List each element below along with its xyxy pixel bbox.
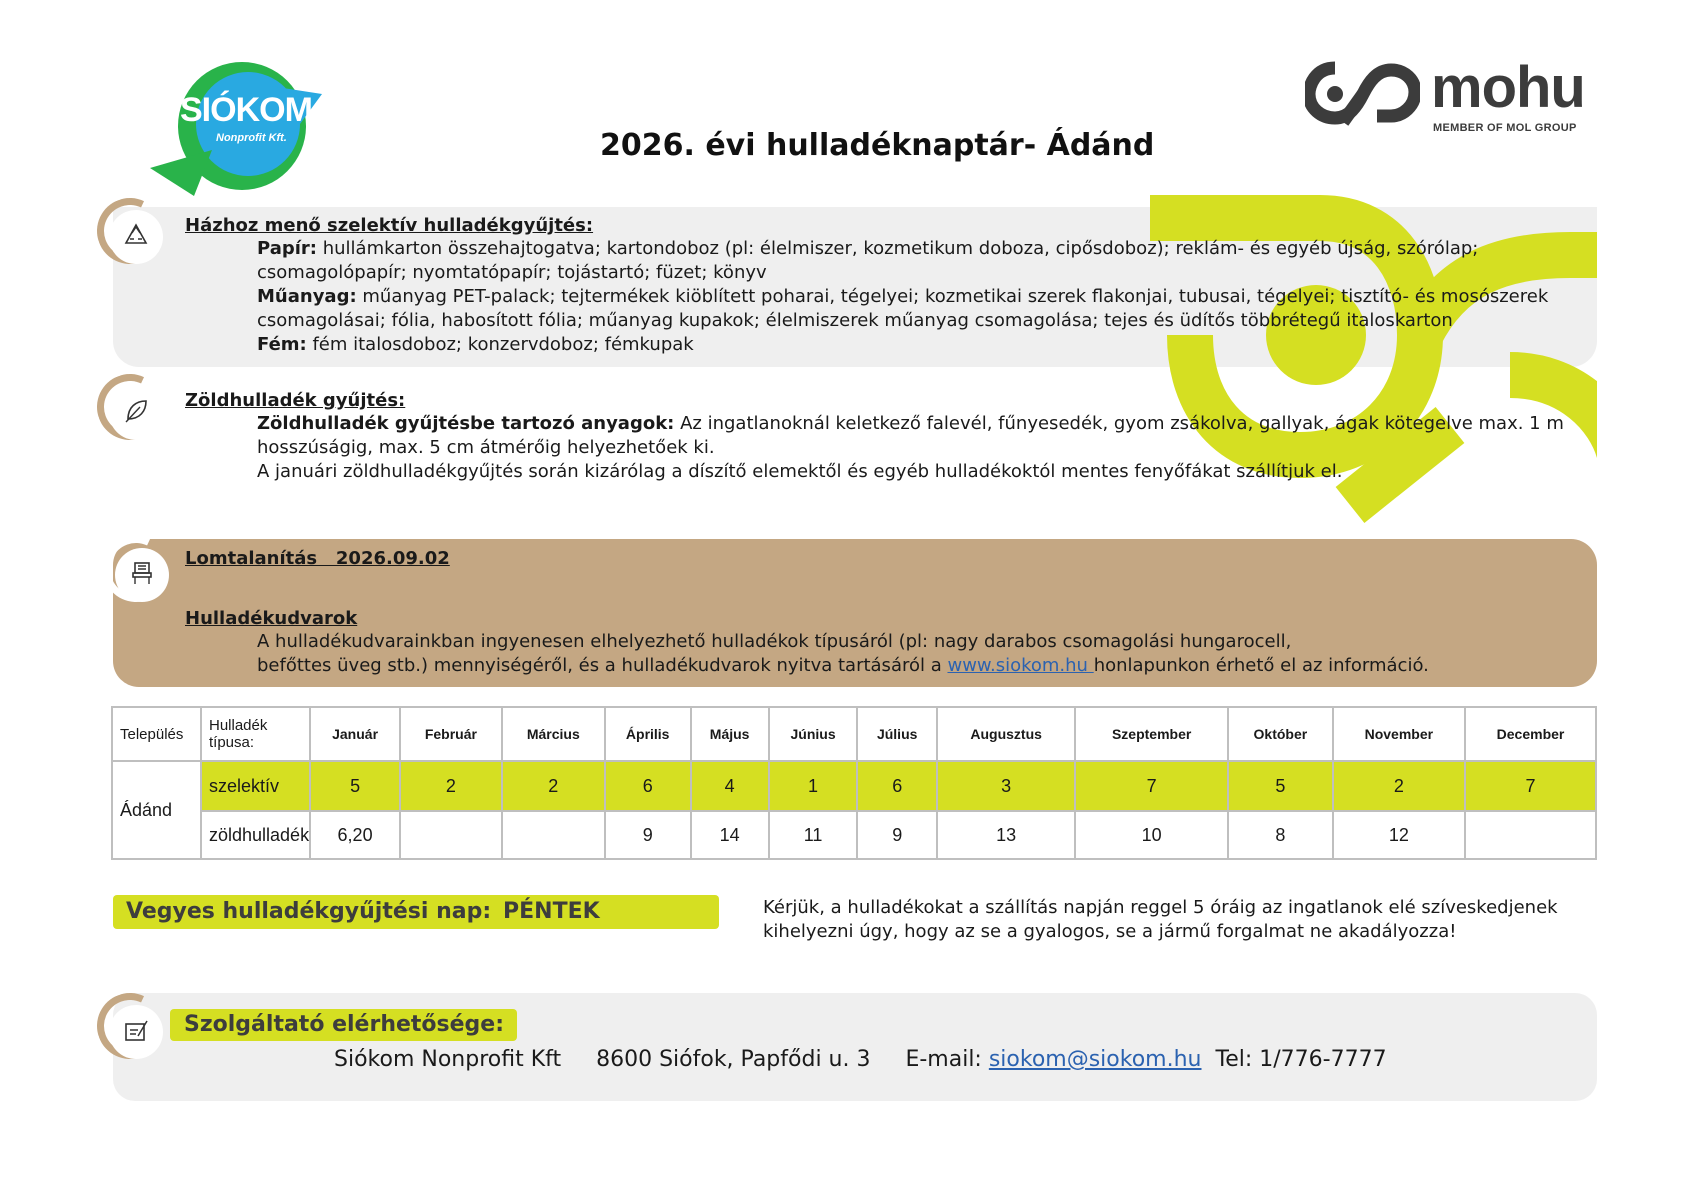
green-heading: Zöldhulladék gyűjtés: bbox=[185, 390, 406, 411]
page-title: 2026. évi hulladéknaptár- Ádánd bbox=[600, 128, 1155, 163]
day-cell: 8 bbox=[1228, 811, 1333, 859]
plastic-text: műanyag PET-palack; tejtermékek kiöblített poharai, tégelyei; kozmetikai szerek flakonjai, tubusai, tégelyei; tisztító- és mosószerek bbox=[356, 286, 1549, 307]
bulky-icon-badge bbox=[103, 536, 173, 606]
col-month: Február bbox=[400, 707, 502, 761]
settlement-cell: Ádánd bbox=[112, 761, 201, 859]
yards-text-2b: honlapunkon érhető el az információ. bbox=[1093, 655, 1429, 676]
col-month: Július bbox=[857, 707, 937, 761]
col-month: Június bbox=[769, 707, 858, 761]
table-row-selective bbox=[112, 761, 1596, 811]
yards-text: A hulladékudvarainkban ingyenesen elhelyezhető hulladékok típusáról (pl: nagy darabos csomagolási hungarocell, bbox=[257, 631, 1292, 652]
contract-icon bbox=[122, 1016, 150, 1048]
siokom-logo bbox=[150, 58, 325, 198]
day-cell: 2 bbox=[1333, 761, 1465, 811]
mixed-collection-bar bbox=[113, 895, 719, 929]
metal-text: fém italosdoboz; konzervdoboz; fémkupak bbox=[306, 334, 694, 355]
col-type: Hulladék típusa: bbox=[201, 707, 310, 761]
recycle-icon bbox=[122, 221, 150, 253]
day-cell: 6 bbox=[605, 761, 691, 811]
day-cell: 2 bbox=[502, 761, 605, 811]
selective-icon-badge bbox=[97, 198, 167, 268]
col-month: Március bbox=[502, 707, 605, 761]
green-materials-text: Az ingatlanoknál keletkező falevél, fűnyesedék, gyom zsákolva, gallyak, ágak kötegelve max. 1 m bbox=[674, 413, 1564, 434]
email-label: E-mail: bbox=[905, 1047, 989, 1072]
paper-label: Papír: bbox=[257, 238, 317, 259]
day-cell: 14 bbox=[691, 811, 769, 859]
col-month: December bbox=[1465, 707, 1596, 761]
col-month: Szeptember bbox=[1075, 707, 1228, 761]
mixed-day: PÉNTEK bbox=[503, 899, 600, 924]
mixed-label: Vegyes hulladékgyűjtési nap: bbox=[126, 899, 492, 924]
type-cell: szelektív bbox=[201, 761, 310, 811]
metal-label: Fém: bbox=[257, 334, 307, 355]
paper-text: hullámkarton összehajtogatva; kartondoboz (pl: élelmiszer, kozmetikum doboza, cipősdoboz); reklám- és egyéb újság, szórólap; bbox=[317, 238, 1479, 259]
contact-heading-tag bbox=[170, 1009, 517, 1041]
col-month: Április bbox=[605, 707, 691, 761]
green-materials-label: Zöldhulladék gyűjtésbe tartozó anyagok: bbox=[257, 413, 675, 434]
col-settlement: Település bbox=[112, 707, 201, 761]
day-cell: 7 bbox=[1465, 761, 1596, 811]
green-january-text: A januári zöldhulladékgyűjtés során kizárólag a díszítő elemektől és egyéb hulladékoktól mentes fenyőfákat szállítjuk el. bbox=[257, 461, 1343, 482]
table-row-green bbox=[112, 811, 1596, 859]
day-cell: 6,20 bbox=[310, 811, 400, 859]
selective-body bbox=[257, 237, 1587, 357]
day-cell: 13 bbox=[937, 811, 1075, 859]
mohu-logo-tagline: MEMBER OF MOL GROUP bbox=[1433, 122, 1577, 134]
type-cell: zöldhulladék bbox=[201, 811, 310, 859]
day-cell: 3 bbox=[937, 761, 1075, 811]
company-name: Siókom Nonprofit Kft bbox=[334, 1047, 562, 1072]
col-month: Január bbox=[310, 707, 400, 761]
day-cell: 7 bbox=[1075, 761, 1228, 811]
siokom-logo-name: SIÓKOM bbox=[180, 91, 312, 129]
mohu-logo bbox=[1305, 55, 1585, 140]
collection-calendar-table bbox=[111, 706, 1597, 860]
selective-heading: Házhoz menő szelektív hulladékgyűjtés: bbox=[185, 215, 594, 236]
col-month: November bbox=[1333, 707, 1465, 761]
day-cell: 9 bbox=[605, 811, 691, 859]
paper-text-2: csomagolópapír; nyomtatópapír; tojástartó; füzet; könyv bbox=[257, 262, 767, 283]
day-cell bbox=[1465, 811, 1596, 859]
contact-heading: Szolgáltató elérhetősége: bbox=[184, 1012, 505, 1037]
col-month: Május bbox=[691, 707, 769, 761]
green-body bbox=[257, 412, 1587, 484]
leaf-icon bbox=[122, 397, 150, 429]
table-header-row bbox=[112, 707, 1596, 761]
green-materials-text-2: hosszúságig, max. 5 cm átmérőig helyezhetőek ki. bbox=[257, 437, 715, 458]
day-cell bbox=[502, 811, 605, 859]
day-cell bbox=[400, 811, 502, 859]
yards-body bbox=[257, 630, 1587, 678]
plastic-text-2: csomagolásai; fólia, habosított fólia; műanyag kupakok; élelmiszerek műanyag csomagolása; tejes és üdítős többrétegű italoskarton bbox=[257, 310, 1453, 331]
contact-line bbox=[334, 1047, 1387, 1072]
day-cell: 10 bbox=[1075, 811, 1228, 859]
col-month: Október bbox=[1228, 707, 1333, 761]
yards-text-2a: befőttes üveg stb.) mennyiségéről, és a hulladékudvarok nyitva tartásáról a bbox=[257, 655, 948, 676]
day-cell: 11 bbox=[769, 811, 858, 859]
bulky-heading: Lomtalanítás 2026.09.02 bbox=[185, 548, 450, 569]
mohu-logo-name: mohu bbox=[1431, 55, 1585, 120]
day-cell: 9 bbox=[857, 811, 937, 859]
day-cell: 1 bbox=[769, 761, 858, 811]
yards-heading: Hulladékudvarok bbox=[185, 608, 358, 629]
day-cell: 5 bbox=[1228, 761, 1333, 811]
contact-icon-badge bbox=[97, 993, 167, 1063]
email-link[interactable]: siokom@siokom.hu bbox=[988, 1047, 1202, 1072]
collection-notice: Kérjük, a hulladékokat a szállítás napján reggel 5 óráig az ingatlanok elé szíveskedjenek kihelyezni úgy, hogy az se a gyalogos, se a jármű forgalmat ne akadályozza! bbox=[763, 897, 1558, 942]
col-month: Augusztus bbox=[937, 707, 1075, 761]
phone: Tel: 1/776-7777 bbox=[1215, 1047, 1387, 1072]
day-cell: 4 bbox=[691, 761, 769, 811]
day-cell: 12 bbox=[1333, 811, 1465, 859]
day-cell: 6 bbox=[857, 761, 937, 811]
siokom-logo-sub: Nonprofit Kft. bbox=[216, 132, 287, 144]
chair-icon bbox=[128, 559, 156, 591]
company-address: 8600 Siófok, Papfődi u. 3 bbox=[596, 1047, 871, 1072]
day-cell: 2 bbox=[400, 761, 502, 811]
day-cell: 5 bbox=[310, 761, 400, 811]
plastic-label: Műanyag: bbox=[257, 286, 357, 307]
green-icon-badge bbox=[97, 374, 167, 444]
siokom-website-link[interactable]: www.siokom.hu bbox=[947, 655, 1094, 676]
